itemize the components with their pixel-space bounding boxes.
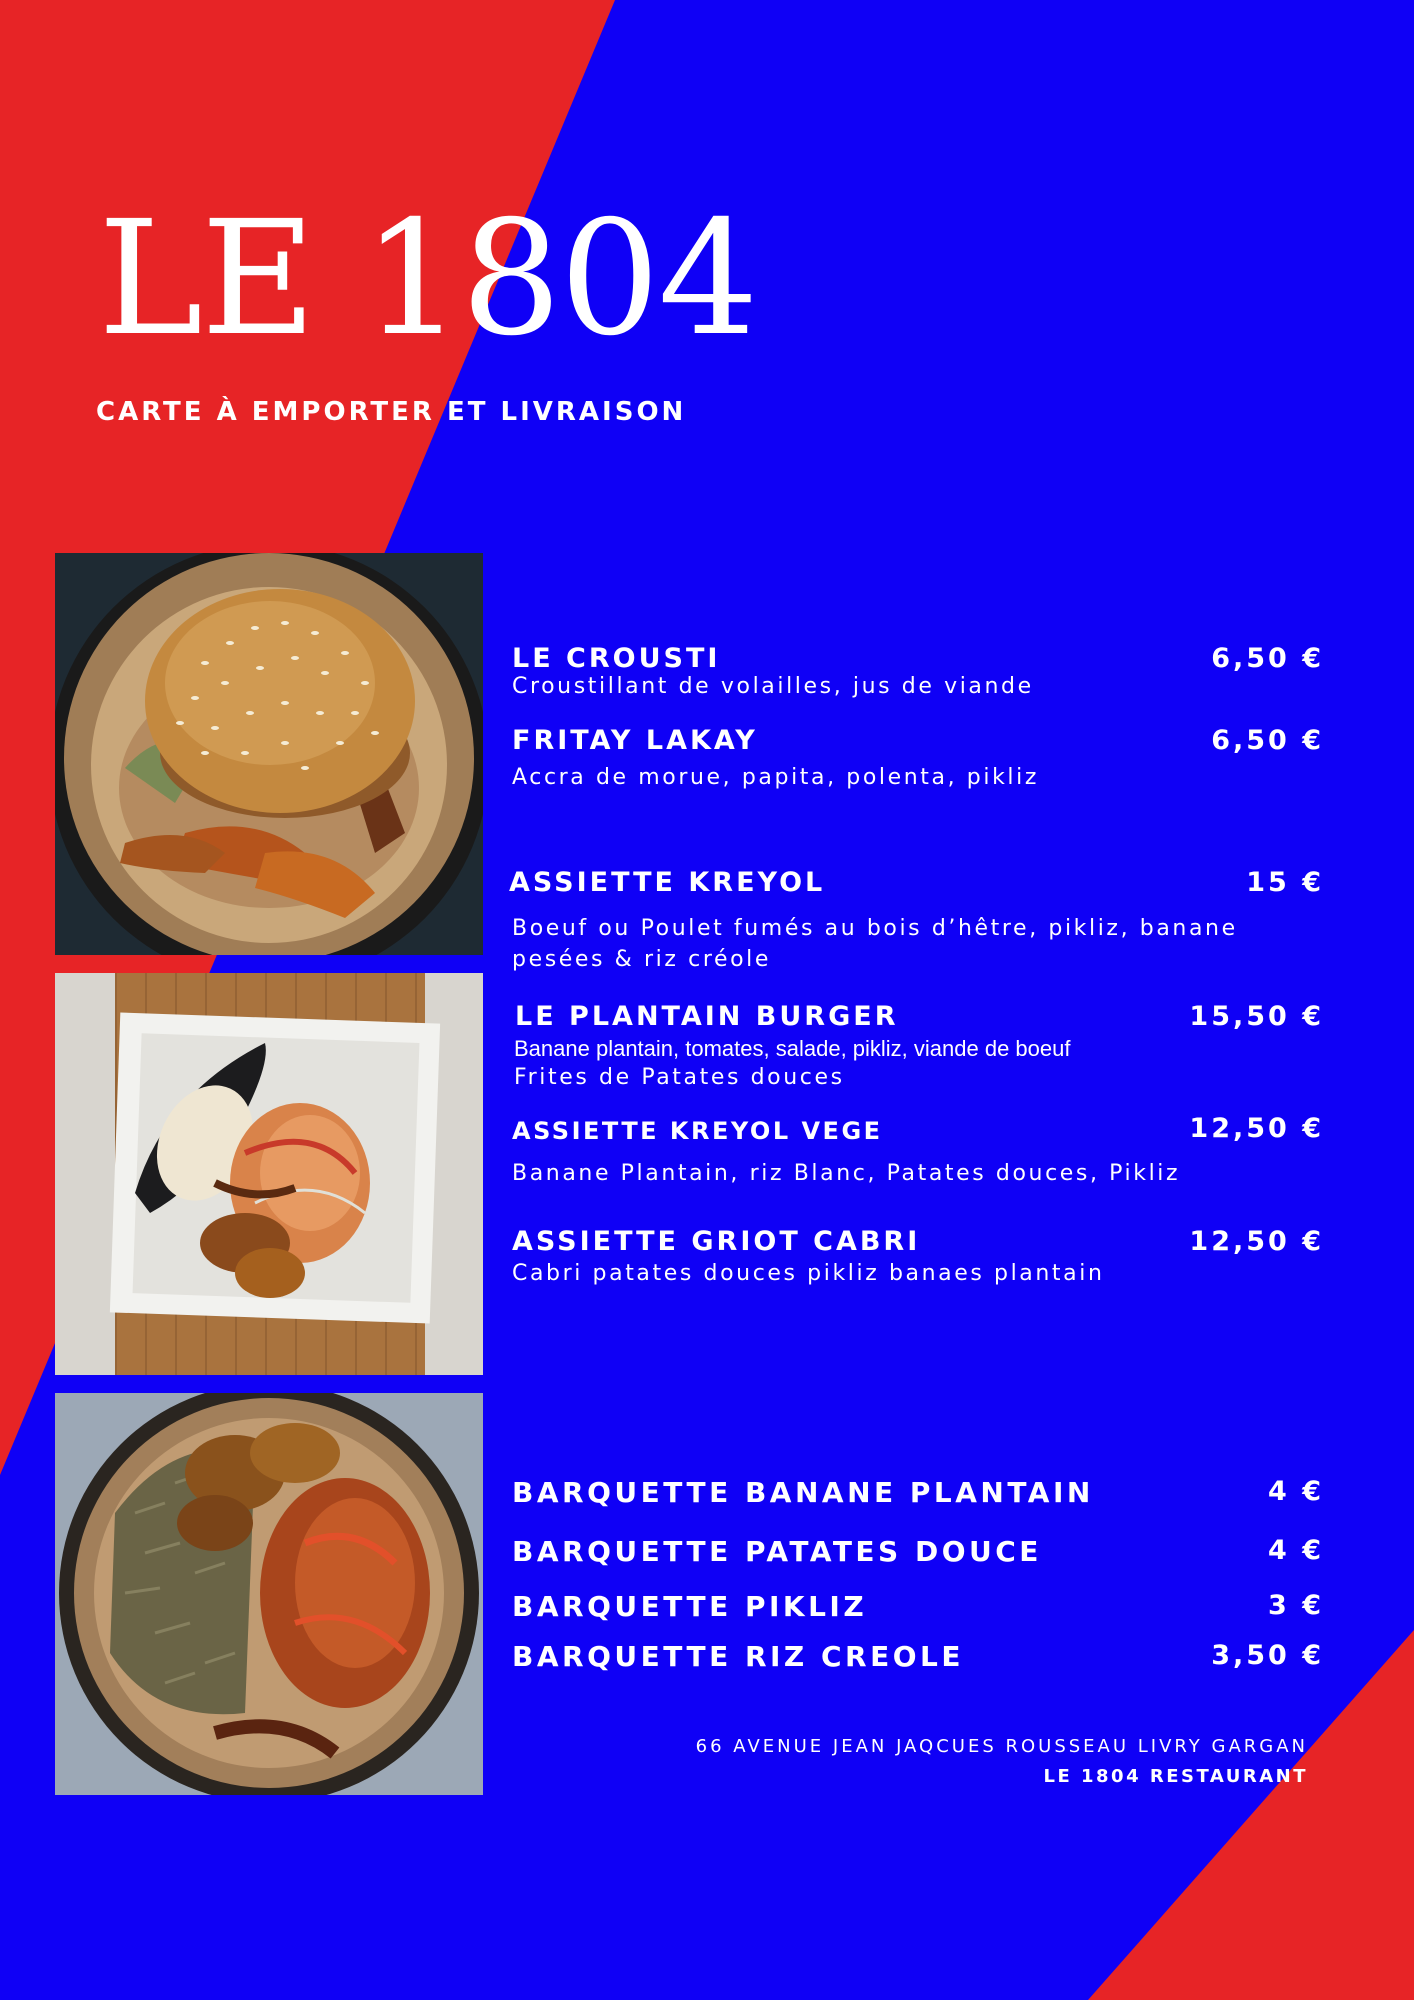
side-item-price: 4 € [1268, 1476, 1324, 1507]
side-item-name: BARQUETTE PATATES DOUCE [512, 1535, 1042, 1568]
menu-item-price: 12,50 € [1189, 1113, 1324, 1144]
menu-item-description-line2: Frites de Patates douces [514, 1065, 845, 1090]
menu-item-description: Banane plantain, tomates, salade, pikliz, viande de boeuf [514, 1036, 1071, 1061]
menu-item-price: 6,50 € [1211, 643, 1324, 674]
menu-item-description: Banane Plantain, riz Blanc, Patates douces, Pikliz [512, 1161, 1181, 1186]
menu-item-name: FRITAY LAKAY [512, 725, 758, 756]
menu-item-description: Cabri patates douces pikliz banaes plantain [512, 1261, 1105, 1286]
menu-item-price: 12,50 € [1189, 1226, 1324, 1257]
side-item-price: 4 € [1268, 1535, 1324, 1566]
menu-item-price: 15,50 € [1189, 1001, 1324, 1032]
page-subtitle: CARTE À EMPORTER ET LIVRAISON [96, 397, 687, 427]
side-item-price: 3 € [1268, 1590, 1324, 1621]
footer-restaurant-name: LE 1804 RESTAURANT [1043, 1766, 1308, 1787]
side-item-name: BARQUETTE RIZ CREOLE [512, 1640, 964, 1673]
side-item-price: 3,50 € [1211, 1640, 1324, 1671]
menu-item-name: ASSIETTE KREYOL VEGE [512, 1117, 883, 1145]
menu-item-price: 6,50 € [1211, 725, 1324, 756]
photo-bowl-rice-plantain-chicken [55, 1393, 483, 1795]
side-item-name: BARQUETTE PIKLIZ [512, 1590, 868, 1623]
menu-item-name: LE PLANTAIN BURGER [515, 1001, 899, 1032]
side-item-name: BARQUETTE BANANE PLANTAIN [512, 1476, 1094, 1509]
menu-item-name: LE CROUSTI [512, 643, 721, 674]
footer-address: 66 AVENUE JEAN JAQCUES ROUSSEAU LIVRY GARGAN [695, 1736, 1308, 1757]
menu-item-description: Accra de morue, papita, polenta, pikliz [512, 765, 1039, 790]
menu-item-price: 15 € [1246, 867, 1324, 898]
menu-item-description: Croustillant de volailles, jus de viande [512, 674, 1034, 699]
menu-item-name: ASSIETTE KREYOL [509, 867, 826, 898]
menu-item-description: Boeuf ou Poulet fumés au bois d’hêtre, pikliz, banane pesées & riz créole [512, 916, 1238, 972]
photo-plate-rice-chicken [55, 973, 483, 1375]
photo-burger-bowl [55, 553, 483, 955]
menu-item-name: ASSIETTE GRIOT CABRI [512, 1226, 921, 1257]
page-title: LE 1804 [98, 187, 757, 371]
